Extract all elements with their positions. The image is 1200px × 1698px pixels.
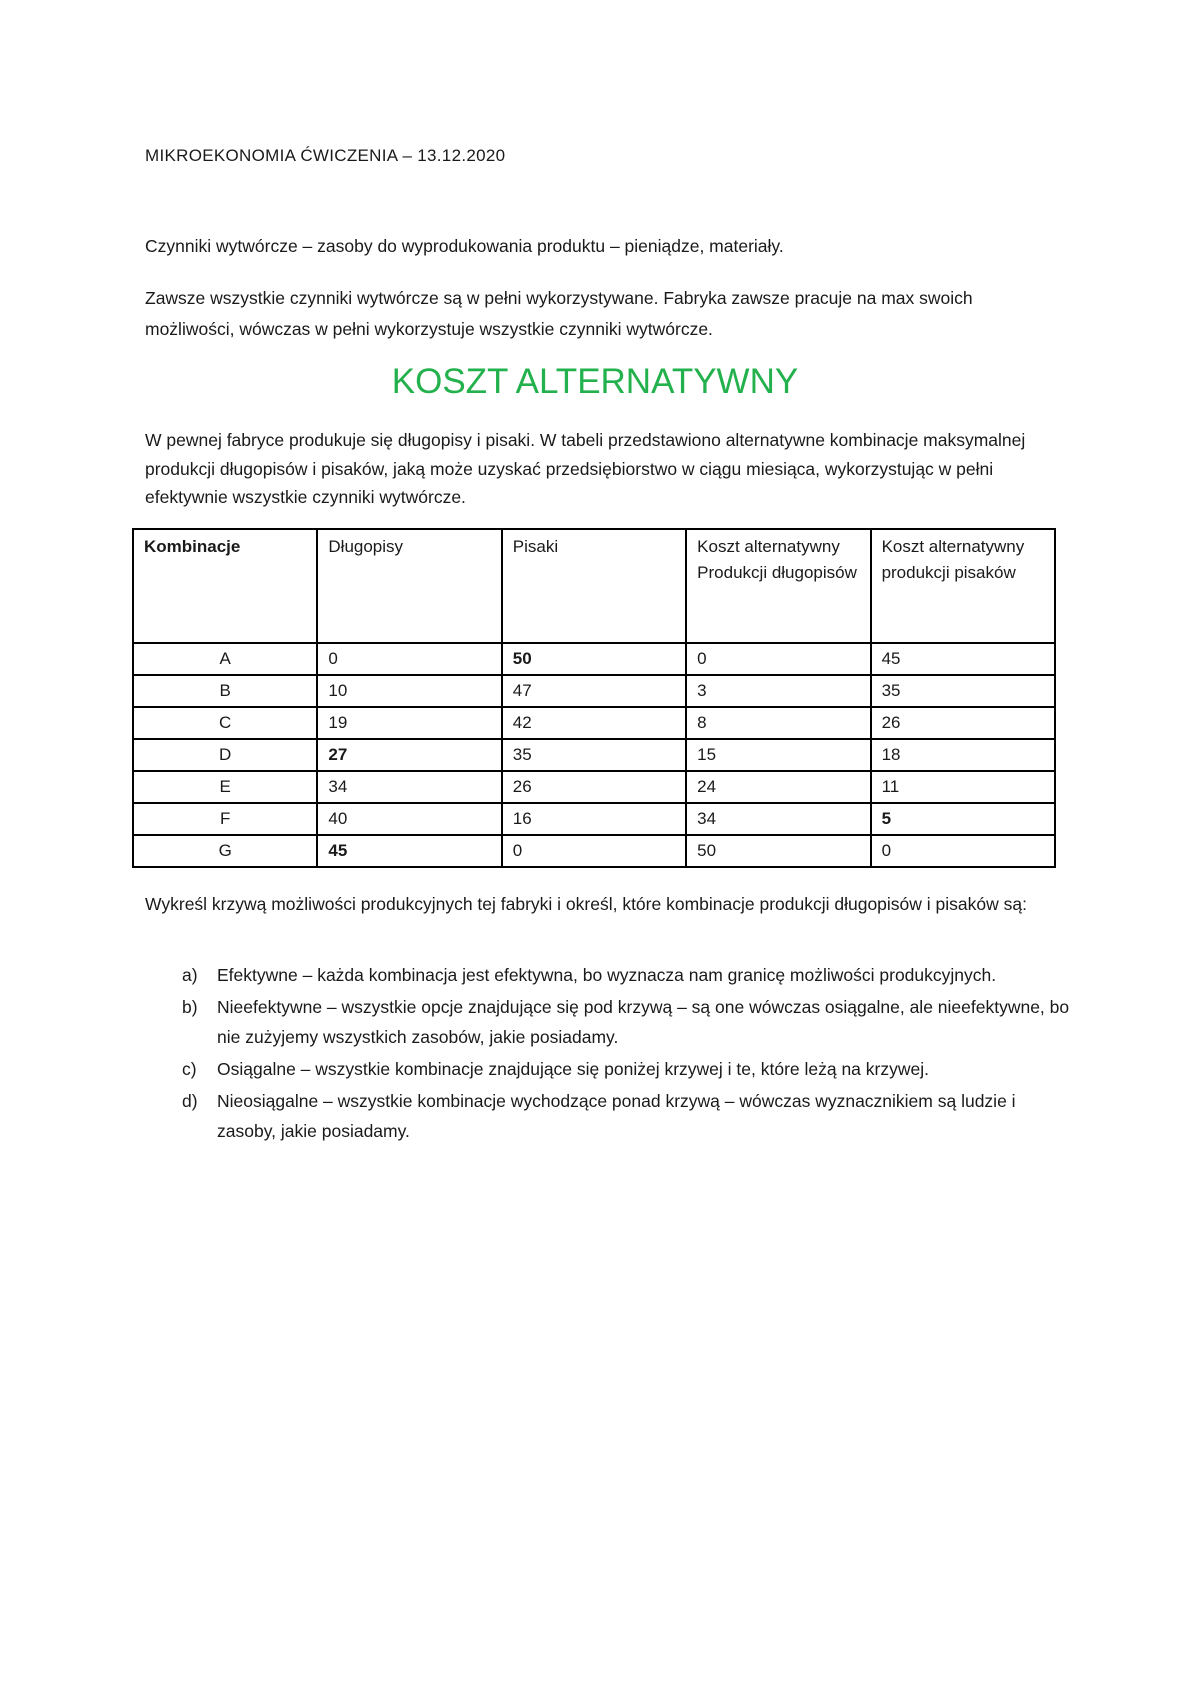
table-cell: 8 [686,707,870,739]
table-cell: 35 [502,739,686,771]
list-item-text: Nieosiągalne – wszystkie kombinacje wychodzące ponad krzywą – wówczas wyznacznikiem są ludzie i zasoby, jakie posiadamy. [217,1091,1016,1141]
list-item-text: Efektywne – każda kombinacja jest efektywna, bo wyznacza nam granicę możliwości produkcyjnych. [217,965,997,985]
list-item [145,1054,1075,1084]
paragraph-full-utilization: Zawsze wszystkie czynniki wytwórcze są w pełni wykorzystywane. Fabryka zawsze pracuje na max swoich możliwości, wówczas w pełni wykorzystuje wszystkie czynniki wytwórcze. [145,288,973,339]
table-cell: 0 [502,835,686,867]
table-cell: 42 [502,707,686,739]
table-cell: 10 [317,675,501,707]
table-cell: 18 [871,739,1055,771]
paragraph-task-question: Wykreśl krzywą możliwości produkcyjnych tej fabryki i określ, które kombinacje produkcji długopisów i pisaków są: [145,894,1027,914]
table-header-row [133,529,1055,643]
table-cell: 40 [317,803,501,835]
list-item [145,992,1075,1052]
paragraph-factors-definition: Czynniki wytwórcze – zasoby do wyprodukowania produktu – pieniądze, materiały. [145,236,784,256]
table-cell: G [133,835,317,867]
list-marker: c) [182,1059,197,1079]
table-header-cell: Kombinacje [133,529,317,643]
table-cell: E [133,771,317,803]
table-header-cell: Koszt alternatywny Produkcji długopisów [686,529,870,643]
table-cell: 0 [317,643,501,675]
table-cell: 26 [871,707,1055,739]
list-marker: d) [182,1091,198,1111]
list-marker: a) [182,965,198,985]
table-cell: F [133,803,317,835]
table-cell: 27 [317,739,501,771]
table-row [133,739,1055,771]
section-title: KOSZT ALTERNATYWNY [391,362,799,401]
table-cell: 0 [686,643,870,675]
table-cell: 26 [502,771,686,803]
list-item-text: Osiągalne – wszystkie kombinacje znajdujące się poniżej krzywej i te, które leżą na krzywej. [217,1059,929,1079]
table-row [133,835,1055,867]
table-cell: 5 [871,803,1055,835]
table-cell: 50 [502,643,686,675]
list-item [145,960,1075,990]
table-cell: 0 [871,835,1055,867]
table-cell: 34 [686,803,870,835]
production-table [132,528,1056,868]
answer-list [145,960,1075,1148]
table-cell: 45 [871,643,1055,675]
list-item [145,1086,1075,1146]
table-cell: 45 [317,835,501,867]
table-cell: 3 [686,675,870,707]
table-cell: 11 [871,771,1055,803]
table-cell: 16 [502,803,686,835]
table-row [133,771,1055,803]
list-marker: b) [182,997,198,1017]
list-item-text: Nieefektywne – wszystkie opcje znajdujące się pod krzywą – są one wówczas osiągalne, ale nieefektywne, bo nie zużyjemy wszystkich zasobów, jakie posiadamy. [217,997,1070,1047]
table-cell: B [133,675,317,707]
table-cell: 50 [686,835,870,867]
table-cell: 24 [686,771,870,803]
table-cell: 19 [317,707,501,739]
table-cell: D [133,739,317,771]
table-row [133,643,1055,675]
table-header-cell: Koszt alternatywny produkcji pisaków [871,529,1055,643]
table-cell: 34 [317,771,501,803]
document-header: MIKROEKONOMIA ĆWICZENIA – 13.12.2020 [145,146,506,165]
paragraph-task-intro: W pewnej fabryce produkuje się długopisy i pisaki. W tabeli przedstawiono alternatywne kombinacje maksymalnej produkcji długopisów i pisaków, jaką może uzyskać przedsiębiorstwo w ciągu miesiąca, wykorzystując w pełni efektywnie wszystkie czynniki wytwórcze. [145,430,1026,507]
table-row [133,803,1055,835]
table-row [133,707,1055,739]
table-header-cell: Pisaki [502,529,686,643]
table-header-cell: Długopisy [317,529,501,643]
table-row [133,675,1055,707]
table-cell: C [133,707,317,739]
table-cell: 47 [502,675,686,707]
table-cell: 15 [686,739,870,771]
table-cell: 35 [871,675,1055,707]
table-cell: A [133,643,317,675]
